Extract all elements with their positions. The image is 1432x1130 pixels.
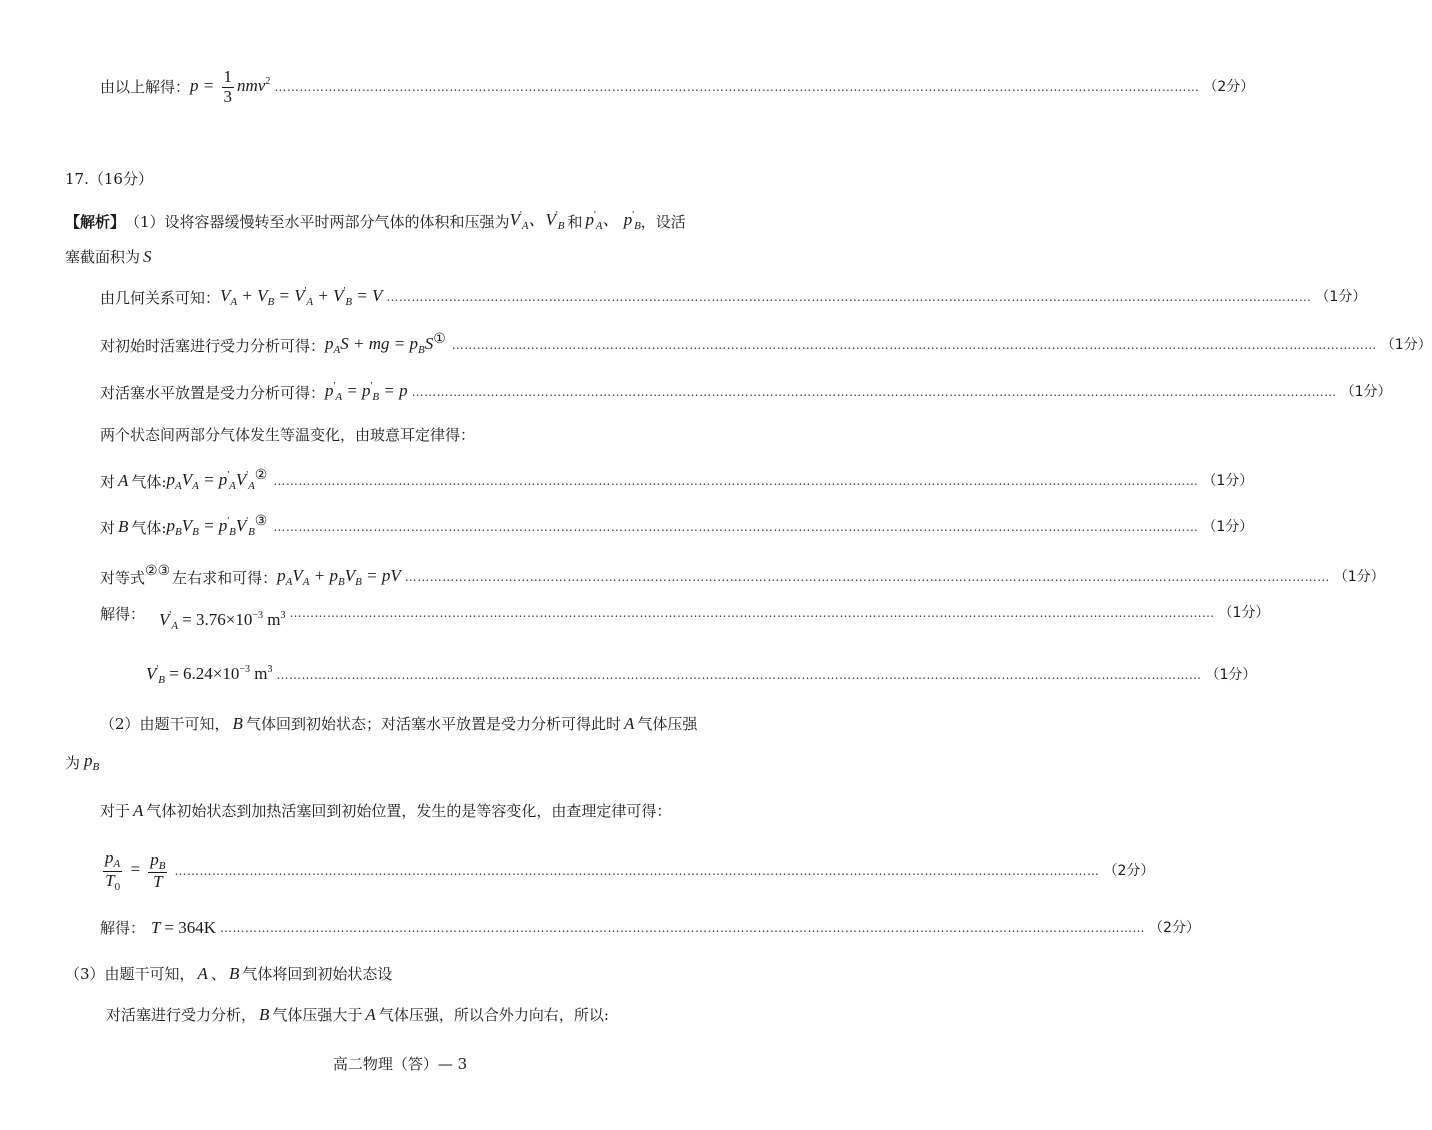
equation-number-3: ③ [254,513,268,530]
formula-horizontal: $p'_A = p'_B = p$ [325,381,408,403]
score: （2分） [1149,919,1200,936]
line-3: 【解析】 （1）设将容器缓慢转至水平时两部分气体的体积和压强为 $V'_A$、$V'_B$ 和 $p'_A$、 $p'_B$ ，设活 [65,210,686,233]
leader-dots: …………………………………………………………………………………………………………………………………………………………………………………………………… [451,338,1377,353]
equation-number-1: ① [433,331,446,348]
leader-dots: …………………………………………………………………………………………………………………………………………………………………………………………………… [273,520,1199,535]
equation-number-2: ② [254,467,268,484]
line-11: 对等式 ②③ 左右求和可得： $p_AV_A + p_BV_B$ = pV …………………………………………………………………………………………………………………………………………………………………………………………………… （1分） [100,563,1385,588]
line-12: 解得： $V'_A = 3.76\times 10^{-3}$ $m^3$ …………………………………………………………………………………………………………………………………………………………………………………………………… （1分） [100,604,1270,632]
formula-va-result: $V'_A = 3.76\times 10^{-3}$ $m^3$ [159,610,286,632]
leader-dots: …………………………………………………………………………………………………………………………………………………………………………………………………… [220,921,1146,935]
leader-dots: …………………………………………………………………………………………………………………………………………………………………………………………………… [289,606,1215,621]
leader-dots: …………………………………………………………………………………………………………………………………………………………………………………………………… [276,668,1202,683]
leader-dots: …………………………………………………………………………………………………………………………………………………………………………………………………… [386,290,1312,305]
formula-geometry: $V_A + V_B = V'_A + V'_B = V$ [220,286,383,308]
line-15: 为 $p_B$ [65,751,100,773]
formula-pressures: $p'_A$、 $p'_B$ [585,210,641,233]
formula-volumes: $V'_A$、$V'_B$ [509,210,565,233]
line-19: （3）由题干可知， A 、 B 气体将回到初始状态设 [65,964,393,984]
page-footer: 高二物理（答）— 3 [332,1055,468,1073]
formula-sum: $p_AV_A + p_BV_B$ = pV [277,566,401,588]
line-6: 对初始时活塞进行受力分析可得： $p_AS$ + mg = $p_BS$ ① …………………………………………………………………………………………………………………………………………………………………………………………………… （1分） [100,331,1432,356]
formula-gas-a: $p_AV_A = p'_AV'_A$ [166,470,255,492]
line-8: 两个状态间两部分气体发生等温变化，由玻意耳定律得： [100,426,476,444]
formula-force-balance: $p_AS$ + mg = $p_BS$ [325,334,434,356]
line-7: 对活塞水平放置是受力分析可得： $p'_A = p'_B = p$ …………………………………………………………………………………………………………………………………………………………………………………………………… （1分） [100,381,1392,403]
formula-charles: $\frac{p_A}{T_0}$ = $\frac{p_B}{T}$ [105,848,166,893]
line-5: 由几何关系可知： $V_A + V_B = V'_A + V'_B = V$ …………………………………………………………………………………………………………………………………………………………………………………………………… （1分） [100,286,1367,308]
leader-dots: …………………………………………………………………………………………………………………………………………………………………………………………………… [411,385,1337,400]
formula-vb-result: $V'_B = 6.24\times 10^{-3}$ $m^3$ [146,664,273,686]
score: （1分） [1340,384,1392,401]
line-16: 对于 A 气体初始状态到加热活塞回到初始位置，发生的是等容变化，由查理定律可得： [100,801,672,821]
score: （1分） [1315,289,1367,306]
line-10: 对 B 气体: $p_BV_B = p'_BV'_B$ ③ …………………………………………………………………………………………………………………………………………………………………………………………………… （1分） [100,513,1254,538]
score: （2分） [1203,78,1255,95]
line-20: 对活塞进行受力分析， B 气体压强大于 A 气体压强，所以合外力向右，所以: [106,1005,609,1025]
line-14: （2）由题干可知， B 气体回到初始状态；对活塞水平放置是受力分析可得此时 A 气体压强 [100,714,698,734]
line-9: 对 A 气体: $p_AV_A = p'_AV'_A$ ② …………………………………………………………………………………………………………………………………………………………………………………………………… （1分） [100,467,1254,492]
score: （1分） [1380,337,1432,354]
formula-pb: $p_B$ [84,751,100,773]
line-4: 塞截面积为 S [65,247,152,267]
leader-dots: …………………………………………………………………………………………………………………………………………………………………………………………………… [404,570,1330,585]
text: （1）设将容器缓慢转至水平时两部分气体的体积和压强为 [125,213,510,231]
formula-pressure: p = $\frac{1}{3}$ nmv$^2$ [190,66,271,106]
score: （1分） [1218,605,1270,622]
formula-gas-b: $p_BV_B = p'_BV'_B$ [166,516,255,538]
formula-temperature: T = 364K [151,918,217,937]
line-13 [146,664,1257,687]
leader-dots: …………………………………………………………………………………………………………………………………………………………………………………………………… [274,79,1200,94]
score: （2分） [1103,862,1155,879]
formula-area: S [143,247,152,266]
analysis-label: 【解析】 [65,213,126,231]
score: （1分） [1202,519,1254,536]
question-17-header: 17.（16分） [65,170,153,188]
line-18: 解得： T = 364K …………………………………………………………………………………………………………………………………………………………………………………………………… （2分） [100,918,1200,938]
leader-dots: …………………………………………………………………………………………………………………………………………………………………………………………………… [273,474,1199,489]
line-1 [100,62,1255,112]
score: （1分） [1333,569,1385,586]
line-17 [100,848,1155,894]
score: （1分） [1202,473,1254,490]
text: 由以上解得： [100,78,191,96]
score: （1分） [1205,667,1257,684]
leader-dots: …………………………………………………………………………………………………………………………………………………………………………………………………… [174,863,1100,878]
